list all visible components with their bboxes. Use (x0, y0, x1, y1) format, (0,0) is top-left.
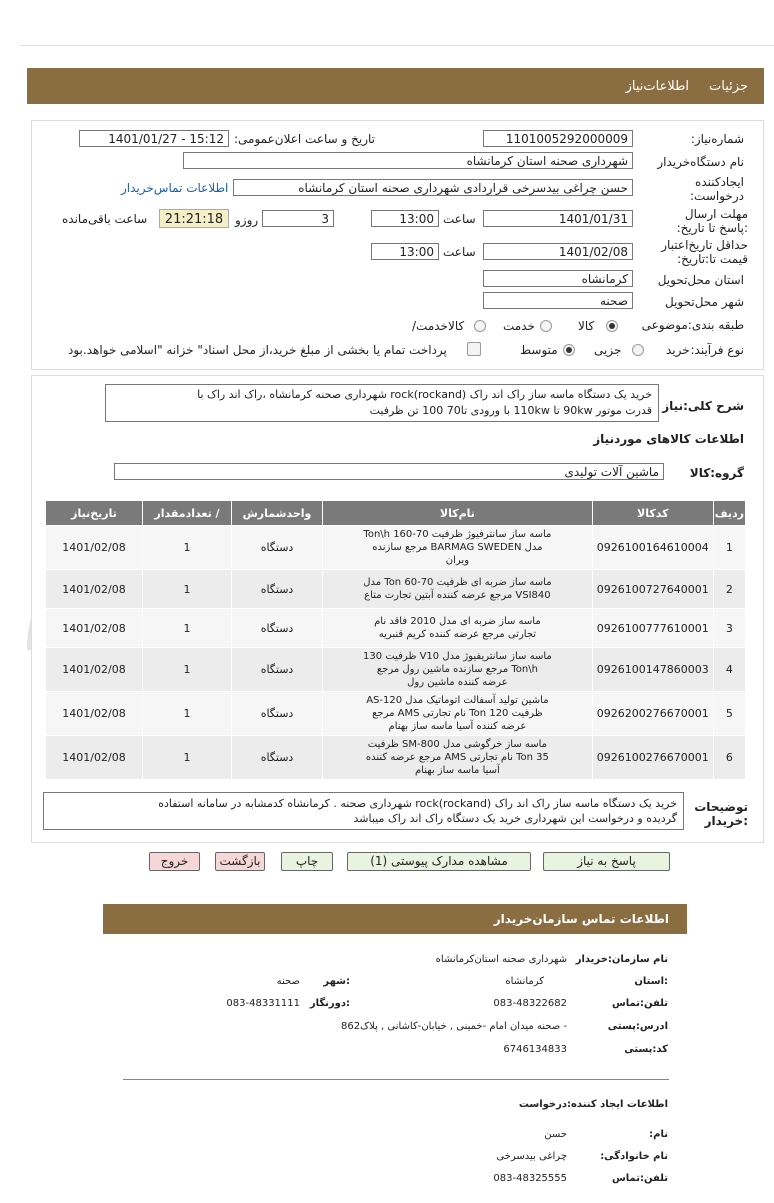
creator-family-label: نام خانوادگی: (600, 1151, 668, 1162)
goods-group-label: گروه:کالا (689, 466, 744, 480)
table-row (46, 692, 745, 735)
notes-label: توضیحات :خریدار (694, 800, 748, 828)
contact-section-header (103, 904, 687, 934)
table-row (46, 736, 745, 779)
cell-unit: دستگاه (232, 692, 322, 735)
contact-phone-value: 083-48322682 (493, 998, 567, 1009)
validity-date-field: 1401/02/08 (483, 243, 633, 260)
cell-unit: دستگاه (232, 570, 322, 608)
cell-name: ماسه ساز سانترفیوژ ظرفیت 70-160 Ton\h مدل BARMAG SWEDEN مرجع سازنده ویران (323, 526, 592, 569)
contact-city-value: صحنه (276, 976, 300, 987)
creator-label: ایجادکننده درخواست: (690, 175, 744, 203)
contact-phone-label: تلفن:تماس (611, 998, 668, 1009)
notes-line-2: گردیده و درخواست این شهرداری خرید یک دستگاه راک اند راک میباشد (353, 812, 677, 825)
goods-info-heading: اطلاعات کالاهای موردنیاز (593, 432, 744, 446)
contact-fax-value: 083-48331111 (226, 998, 300, 1009)
category-both-label: کالاخدمت/ (412, 319, 465, 333)
cell-code: 0926100777610001 (593, 609, 713, 647)
contact-org-value: شهرداری صحنه استان‌کرمانشاه (435, 954, 567, 965)
creator-phone-value: 083-48325555 (493, 1173, 567, 1184)
cell-code: 0926200276670001 (593, 692, 713, 735)
back-button[interactable]: بازگشت (215, 852, 265, 871)
process-minor-radio[interactable] (632, 342, 644, 356)
process-label: نوع فرآیند: (690, 343, 744, 357)
creator-phone-label: تلفن:تماس (611, 1173, 668, 1184)
process-buy-label: خرید (666, 343, 690, 357)
category-label: طبقه بندی:موضوعی (641, 318, 744, 332)
exit-button[interactable]: خروج (149, 852, 200, 871)
category-service-radio[interactable] (540, 318, 552, 332)
cell-date: 1401/02/08 (46, 648, 142, 691)
creator-family-value: چراغی بیدسرخی (496, 1151, 567, 1162)
process-medium-label: متوسط (520, 343, 558, 357)
goods-table-wrapper (45, 500, 746, 780)
days-field: 3 (262, 210, 334, 227)
cell-qty: 1 (143, 526, 231, 569)
reply-button[interactable]: پاسخ به نیاز (543, 852, 670, 871)
cell-date: 1401/02/08 (46, 692, 142, 735)
table-row (46, 648, 745, 691)
summary-box (105, 384, 659, 422)
cell-qty: 1 (143, 570, 231, 608)
announce-label: تاریخ و ساعت اعلان‌عمومی: (234, 132, 376, 146)
cell-index: 1 (714, 526, 745, 569)
col-index: ردیف (714, 501, 745, 525)
cell-code: 0926100727640001 (593, 570, 713, 608)
header-bar (27, 68, 764, 104)
creator-name-value: حسن (544, 1129, 567, 1140)
treasury-checkbox[interactable] (467, 341, 481, 356)
validity-label: حداقل تاریخ‌اعتبار قیمت تا:تاریخ: (661, 238, 748, 266)
col-date: تاریخ‌نیاز (46, 501, 142, 525)
cell-name: ماسه ساز خرگوشی مدل SM-800 ظرفیت 35 Ton نام تجارتی AMS مرجع عرضه کننده آسیا ماسه ساز بهنام (323, 736, 592, 779)
city-label: شهر محل‌تحویل (665, 295, 744, 309)
cell-name: ماسه ساز سانتریفیوژ مدل V10 ظرفیت 130 Ton\h مرجع سازنده ماشین رول مرجع عرضه کننده ماشین رول (323, 648, 592, 691)
print-button[interactable]: چاپ (281, 852, 333, 871)
contact-title: اطلاعات تماس سازمان‌خریدار (493, 912, 669, 926)
col-code: کدکالا (593, 501, 713, 525)
cell-date: 1401/02/08 (46, 526, 142, 569)
cell-unit: دستگاه (232, 609, 322, 647)
need-number-label: شماره‌نیاز: (690, 132, 744, 146)
table-header-row (46, 501, 745, 525)
summary-line-1: خرید یک دستگاه ماسه ساز راک اند راک rock(rockand) شهرداری صحنه کرمانشاه ،راک اند راک با (197, 388, 652, 401)
cell-name: ماسه ساز ضربه ای ظرفیت 70-60 Ton مدل VSI840 مرجع عرضه کننده آبتین تجارت متاع (323, 570, 592, 608)
cell-index: 3 (714, 609, 745, 647)
col-qty: / تعدادمقدار (143, 501, 231, 525)
cell-qty: 1 (143, 692, 231, 735)
contact-province-value: کرمانشاه (505, 976, 544, 987)
cell-date: 1401/02/08 (46, 570, 142, 608)
cell-code: 0926100276670001 (593, 736, 713, 779)
province-field: کرمانشاه (483, 270, 633, 287)
col-name: نام‌کالا (323, 501, 592, 525)
remaining-label: ساعت باقی‌مانده (62, 212, 148, 226)
cell-qty: 1 (143, 736, 231, 779)
validity-time-field: 13:00 (371, 243, 439, 260)
need-number-field: 1101005292000009 (483, 130, 633, 147)
contact-address-label: ادرس:پستی (607, 1021, 668, 1032)
payment-note: پرداخت تمام یا بخشی از مبلغ خرید،از محل اسناد" خزانه "اسلامی خواهد.بود (68, 343, 447, 357)
category-goods-label: کالا (578, 319, 595, 333)
cell-index: 4 (714, 648, 745, 691)
city-field: صحنه (483, 292, 633, 309)
cell-code: 0926100164610004 (593, 526, 713, 569)
remaining-timer: 21:21:18 (159, 209, 229, 228)
summary-line-2: قدرت موتور 90kw تا 110kw با ورودی تا70 100 تن ظرفیت (369, 404, 652, 417)
table-row (46, 526, 745, 569)
cell-index: 5 (714, 692, 745, 735)
category-goods-radio[interactable] (606, 318, 618, 332)
goods-group-field: ماشین آلات تولیدی (114, 463, 664, 480)
cell-qty: 1 (143, 648, 231, 691)
validity-time-label: ساعت (443, 245, 476, 259)
tab-details[interactable]: جزئیات (709, 79, 748, 94)
contact-city-label: :شهر (323, 976, 350, 987)
cell-index: 6 (714, 736, 745, 779)
top-divider (20, 45, 774, 46)
creator-name-label: نام: (649, 1129, 668, 1140)
contact-province-label: :استان (634, 976, 668, 987)
cell-unit: دستگاه (232, 526, 322, 569)
notes-box (43, 792, 684, 830)
days-label: روزو (235, 213, 259, 227)
notes-line-1: خرید یک دستگاه ماسه ساز راک اند راک rock(rockand) شهرداری صحنه . کرمانشاه کدمشابه در سامانه استفاده (158, 797, 677, 810)
table-row (46, 609, 745, 647)
cell-unit: دستگاه (232, 648, 322, 691)
process-minor-label: جزیی (594, 343, 622, 357)
cell-index: 2 (714, 570, 745, 608)
goods-table (45, 500, 746, 780)
deadline-label: مهلت ارسال :پاسخ تا تاریخ: (676, 207, 748, 235)
category-both-radio[interactable] (474, 318, 486, 332)
deadline-time-field: 13:00 (371, 210, 439, 227)
buyer-org-label: نام دستگاه‌خریدار (657, 155, 744, 169)
contact-postal-label: کد:پستی (624, 1044, 668, 1055)
tab-need-info[interactable]: اطلاعات‌نیاز (625, 79, 690, 94)
process-medium-radio[interactable] (563, 342, 575, 356)
cell-code: 0926100147860003 (593, 648, 713, 691)
summary-label: شرح کلی:نیاز (662, 399, 744, 413)
contact-org-label: نام سازمان:خریدار (575, 954, 668, 965)
cell-name: ماشین تولید آسفالت اتوماتیک مدل AS-120 ظرفیت 120 Ton نام تجارتی AMS مرجع عرضه کننده آسیا ماسه ساز بهنام (323, 692, 592, 735)
deadline-date-field: 1401/01/31 (483, 210, 633, 227)
province-label: استان محل‌تحویل (657, 273, 744, 287)
cell-name: ماسه ساز ضربه ای مدل 2010 فاقد نام تجارتی مرجع عرضه کننده کریم قنبریه (323, 609, 592, 647)
cell-date: 1401/02/08 (46, 609, 142, 647)
contact-buyer-link[interactable]: اطلاعات تماس‌خریدار (121, 181, 229, 195)
contact-fax-label: :دورنگار (309, 998, 350, 1009)
cell-date: 1401/02/08 (46, 736, 142, 779)
creator-info-heading: اطلاعات ایجاد کننده:درخواست (518, 1099, 668, 1110)
category-service-label: خدمت (503, 319, 535, 333)
table-row (46, 570, 745, 608)
announce-field: 1401/01/27 - 15:12 (79, 130, 229, 147)
deadline-time-label: ساعت (443, 212, 476, 226)
contact-divider (123, 1079, 669, 1080)
cell-unit: دستگاه (232, 736, 322, 779)
contact-address-value: - صحنه میدان امام -خمینی , خیابان-کاشانی , پلاک862 (341, 1021, 567, 1032)
creator-field: حسن چراغی بیدسرخی قراردادی شهرداری صحنه استان کرمانشاه (233, 179, 633, 196)
buyer-org-field: شهرداری صحنه استان کرمانشاه (183, 152, 633, 169)
col-unit: واحدشمارش (232, 501, 322, 525)
cell-qty: 1 (143, 609, 231, 647)
contact-postal-value: 6746134833 (503, 1044, 567, 1055)
attachments-button[interactable]: مشاهده مدارک پیوستی (1) (347, 852, 531, 871)
